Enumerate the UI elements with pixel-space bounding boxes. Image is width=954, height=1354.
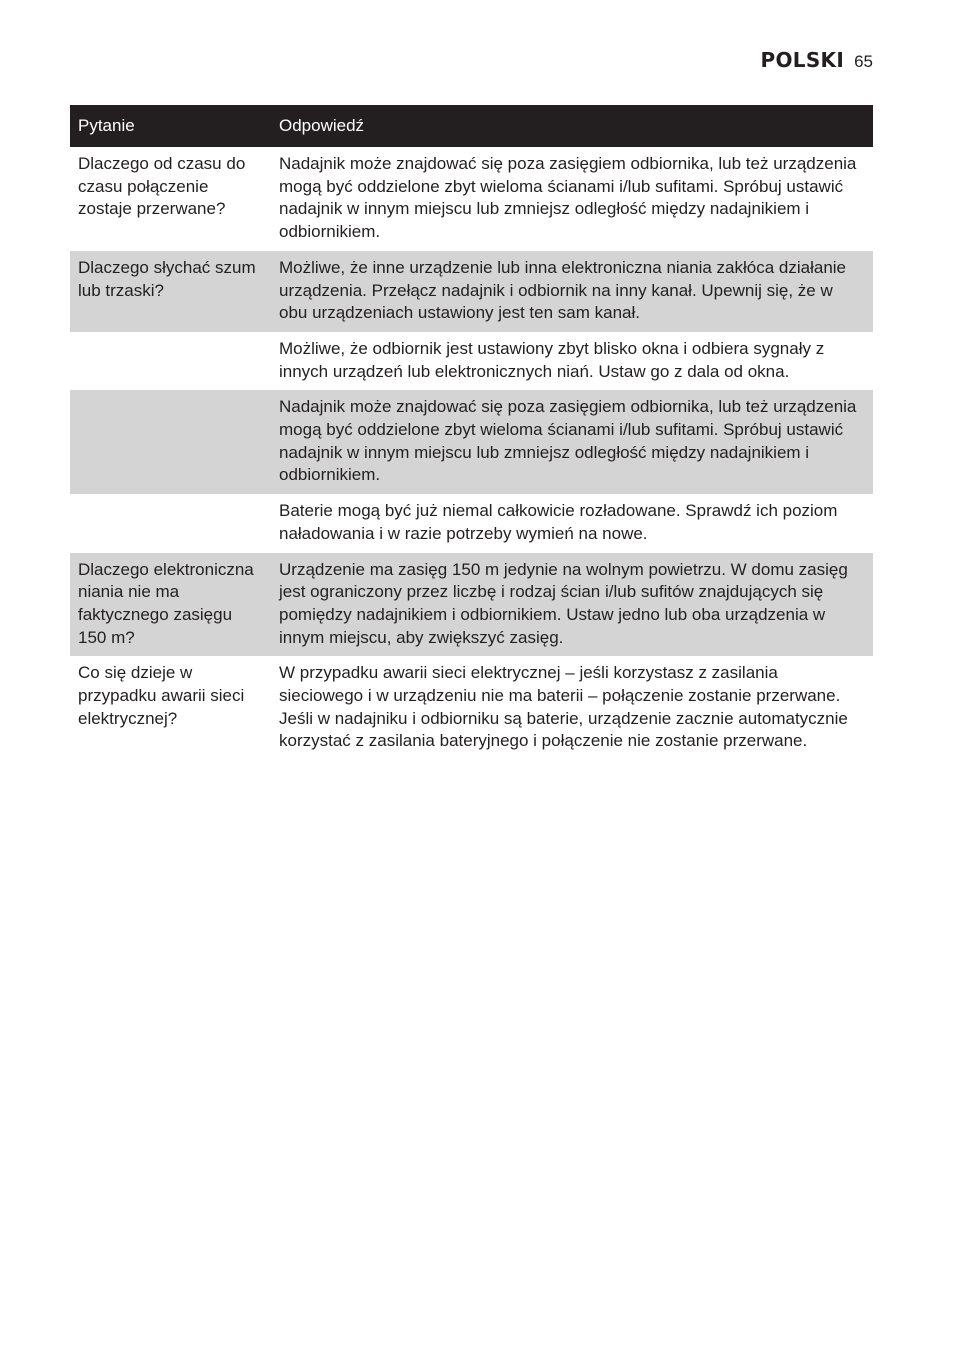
answer-cell: Nadajnik może znajdować się poza zasięgiem odbiornika, lub też urządzenia mogą być oddzielone zbyt wieloma ścianami i/lub sufitami. Spróbuj ustawić nadajnik w innym miejscu lub zmniejsz odległość między nadajnikiem i odbiornikiem.	[271, 390, 873, 494]
answer-cell: Urządzenie ma zasięg 150 m jedynie na wolnym powietrzu. W domu zasięg jest ograniczony przez liczbę i rodzaj ścian i/lub sufitów znajdujących się pomiędzy nadajnikiem i odbiornikiem. Ustaw jedno lub oba urządzenia w innym miejscu, aby zwiększyć zasięg.	[271, 553, 873, 657]
answer-cell: Możliwe, że odbiornik jest ustawiony zbyt blisko okna i odbiera sygnały z innych urządzeń lub elektronicznych niań. Ustaw go z dala od okna.	[279, 338, 825, 381]
question-cell: Dlaczego od czasu do czasu połączenie zostaje przerwane?	[78, 154, 246, 219]
question-cell	[70, 332, 271, 390]
question-cell: Dlaczego elektroniczna niania nie ma faktycznego zasięgu 150 m?	[70, 553, 271, 657]
question-cell: Co się dzieje w przypadku awarii sieci elektrycznej?	[78, 663, 245, 728]
table-header-row	[70, 105, 873, 147]
table-row	[70, 251, 873, 332]
table-row	[70, 390, 873, 494]
answer-cell: Baterie mogą być już niemal całkowicie rozładowane. Sprawdź ich poziom naładowania i w razie potrzeby wymień na nowe.	[279, 501, 838, 543]
question-cell: Dlaczego słychać szum lub trzaski?	[70, 251, 271, 332]
table-row	[70, 656, 873, 760]
troubleshooting-table	[70, 105, 873, 760]
table-row	[70, 553, 873, 657]
question-cell	[70, 494, 271, 552]
table-row	[70, 332, 873, 390]
question-cell	[70, 390, 271, 494]
page-header	[761, 48, 873, 72]
answer-cell: W przypadku awarii sieci elektrycznej – jeśli korzystasz z zasilania sieciowego i w urządzeniu nie ma baterii – połączenie zostanie przerwane. Jeśli w nadajniku i odbiorniku są baterie, urządzenie zacznie automatycznie korzystać z zasilania bateryjnego i połączenie nie zostanie przerwane.	[279, 663, 848, 751]
answer-cell: Nadajnik może znajdować się poza zasięgiem odbiornika, lub też urządzenia mogą być oddzielone zbyt wieloma ścianami i/lub sufitami. Spróbuj ustawić nadajnik w innym miejscu lub zmniejsz odległość między nadajnikiem i odbiornikiem.	[279, 154, 857, 242]
table-row	[70, 494, 873, 552]
page-number: 65	[854, 52, 873, 71]
answer-cell: Możliwe, że inne urządzenie lub inna elektroniczna niania zakłóca działanie urządzenia. Przełącz nadajnik i odbiornik na inny kanał. Upewnij się, że w obu urządzeniach ustawiony jest ten sam kanał.	[271, 251, 873, 332]
column-header-answer: Odpowiedź	[271, 105, 873, 147]
table-row	[70, 147, 873, 251]
column-header-question: Pytanie	[70, 105, 271, 147]
language-label: POLSKI	[760, 48, 845, 72]
